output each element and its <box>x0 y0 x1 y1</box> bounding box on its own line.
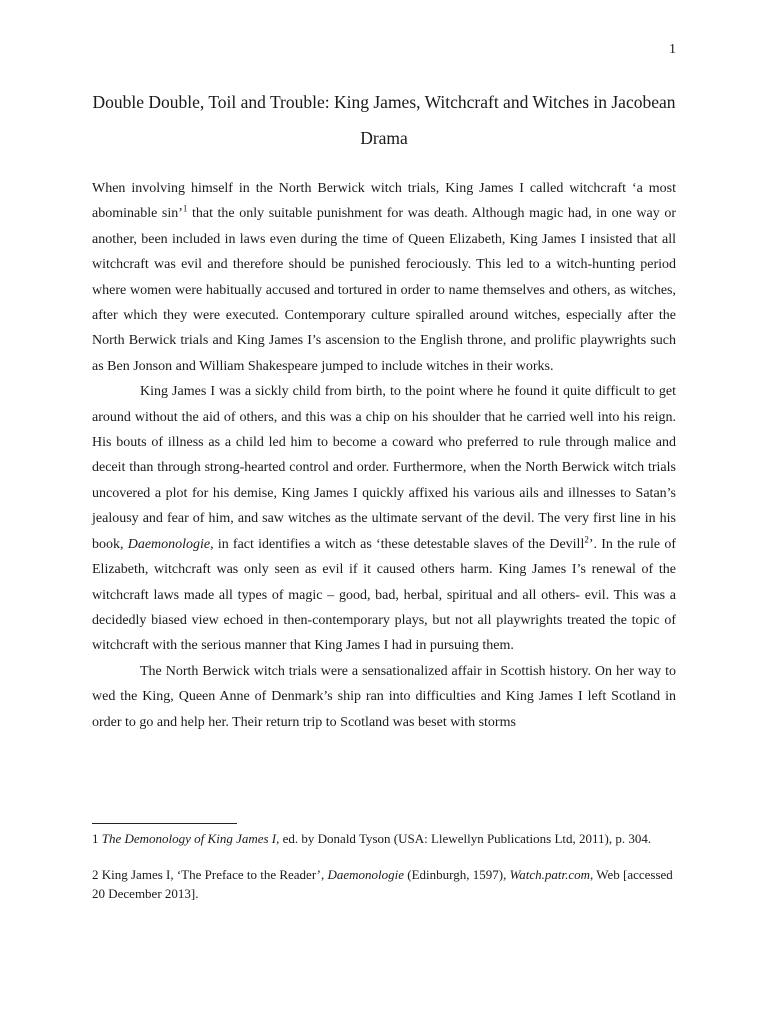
book-title: Daemonologie <box>127 536 211 552</box>
footnote-2 <box>92 865 676 903</box>
footnote-2-text-a: King James I, ‘The Preface to the Reader’, <box>101 867 328 882</box>
paragraph-1 <box>92 176 676 379</box>
footnote-ref-1: 1 <box>182 203 188 214</box>
paragraph-2 <box>92 379 676 658</box>
page-number: 1 <box>669 42 676 57</box>
p2-text-a: King James I was a sickly child from birth, to the point where he found it quite difficult to get around without the aid of others, and this was a chip on his shoulder that he carried well into his reign. His bouts of illness as a child led him to become a coward who preferred to rule through malice and deceit than through strong-hearted control and order. Furthermore, when the North Berwick witch trials uncovered a plot for his demise, King James I quickly affixed his various ails and illnesses to Satan’s jealousy and fear of him, and saw witches as the ultimate servant of the devil. The very first line in his book, <box>92 384 676 552</box>
footnote-1-number: 1 <box>92 831 99 846</box>
p1-text-b: that the only suitable punishment for was death. Although magic had, in one way or another, been included in laws even during the time of Queen Elizabeth, King James I insisted that all witchcraft was evil and therefore should be punished ferociously. This led to a witch-hunting period where women were habitually accused and tortured in order to name themselves and others, as witches, after which they were executed. Contemporary culture spiralled around witches, especially after the North Berwick trials and King James I’s ascension to the English throne, and prolific playwrights such as Ben Jonson and William Shakespeare jumped to include witches in their works. <box>92 206 676 374</box>
p2-text-b: , in fact identifies a witch as ‘these detestable slaves of the Devill <box>210 536 585 552</box>
paragraph-3: The North Berwick witch trials were a sensationalized affair in Scottish history. On her way to wed the King, Queen Anne of Denmark’s ship ran into difficulties and King James I left Scotland in order to go and help her. Their return trip to Scotland was beset with storms <box>92 663 676 730</box>
p2-text-c: ’. In the rule of Elizabeth, witchcraft was only seen as evil if it caused others harm. King James I’s renewal of the witchcraft laws made all types of magic – good, bad, herbal, spiritual and all others- evil. This was a decidedly biased view echoed in then-contemporary plays, but not all playwrights treated the topic of witchcraft with the serious manner that King James I had in pursuing them. <box>92 536 676 654</box>
footnote-2-number: 2 <box>92 867 99 882</box>
p1-text-a: When involving himself in the North Berwick witch trials, King James I called witchcraft ‘a most abominable sin’ <box>92 181 676 222</box>
document-title: Double Double, Toil and Trouble: King James, Witchcraft and Witches in Jacobean Drama <box>92 92 676 148</box>
footnote-separator <box>92 823 237 824</box>
footnote-2-book: Daemonologie <box>327 867 405 882</box>
footnote-1-text: , ed. by Donald Tyson (USA: Llewellyn Publications Ltd, 2011), p. 304. <box>276 831 652 846</box>
footnotes <box>92 829 676 920</box>
footnote-2-website: Watch.patr.com <box>509 867 590 882</box>
footnote-2-text-c: , Web [accessed 20 December 2013]. <box>92 867 673 901</box>
footnote-1 <box>92 829 676 848</box>
footnote-1-title: The Demonology of King James I <box>101 831 277 846</box>
body-text <box>92 176 676 735</box>
footnote-ref-2: 2 <box>584 534 589 545</box>
footnote-2-text-b: (Edinburgh, 1597), <box>404 867 510 882</box>
